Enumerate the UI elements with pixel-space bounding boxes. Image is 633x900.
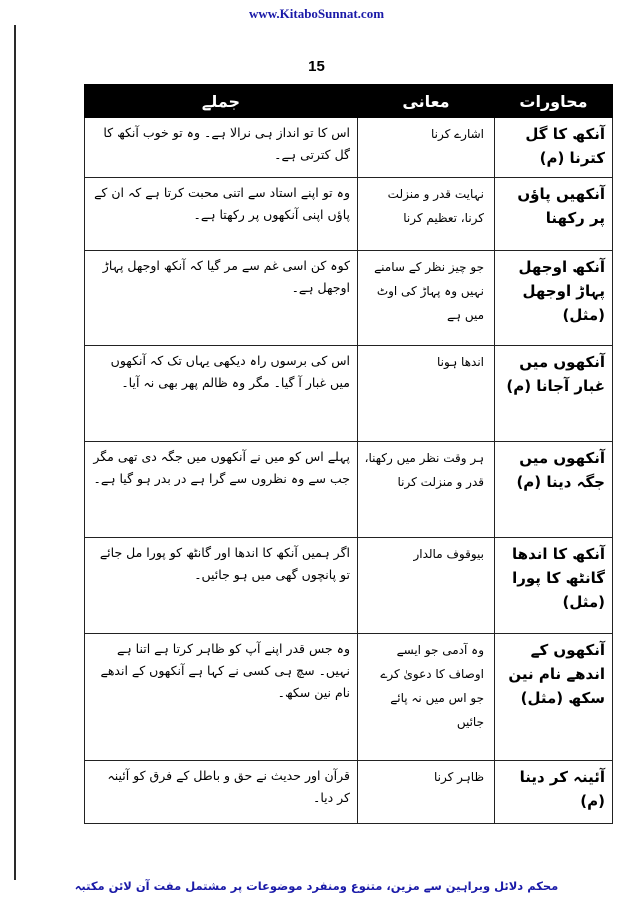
table-row [85,178,613,251]
page-number: 15 [308,58,325,75]
table-header-row [85,85,613,118]
sentence-cell: قرآن اور حدیث نے حق و باطل کے فرق کو آئینہ کر دیا۔ [85,761,358,824]
meaning-cell: بیوقوف مالدار [358,538,495,634]
table-row [85,346,613,442]
meaning-cell: ہر وقت نظر میں رکھنا، قدر و منزلت کرنا [358,442,495,538]
sentence-cell: وہ تو اپنے استاد سے اتنی محبت کرتا ہے کہ ان کے پاؤں اپنی آنکھوں پر رکھتا ہے۔ [85,178,358,251]
table-row [85,538,613,634]
site-url[interactable]: www.KitaboSunnat.com [248,6,385,21]
idiom-cell: آنکھوں کے اندھے نام نین سکھ (مثل) [495,634,613,761]
header-idioms: محاورات [495,85,613,118]
idiom-cell: آنکھ کا گل کترنا (م) [495,118,613,178]
meaning-cell: اندھا ہونا [358,346,495,442]
sentence-cell: اگر ہمیں آنکھ کا اندھا اور گانٹھ کو پورا مل جائے تو پانچوں گھی میں ہو جائیں۔ [85,538,358,634]
header-sentences: جملے [85,85,358,118]
sentence-cell: کوہ کن اسی غم سے مر گیا کہ آنکھ اوجھل پہاڑ اوجھل ہے۔ [85,251,358,346]
meaning-cell: ظاہر کرنا [358,761,495,824]
meaning-cell: وہ آدمی جو ایسے اوصاف کا دعویٰ کرے جو اس میں نہ پائے جائیں [358,634,495,761]
table-row [85,251,613,346]
header-meanings: معانی [358,85,495,118]
table-row [85,442,613,538]
sentence-cell: اس کا تو انداز ہی نرالا ہے۔ وہ تو خوب آنکھ کا گل کترتی ہے۔ [85,118,358,178]
idiom-cell: آنکھوں میں جگہ دینا (م) [495,442,613,538]
margin-line [14,25,16,880]
meaning-cell: نہایت قدر و منزلت کرنا، تعظیم کرنا [358,178,495,251]
idioms-table [84,84,613,824]
idiom-cell: آنکھوں میں غبار آجانا (م) [495,346,613,442]
idiom-cell: آنکھ کا اندھا گانٹھ کا پورا (مثل) [495,538,613,634]
sentence-cell: پہلے اس کو میں نے آنکھوں میں جگہ دی تھی مگر جب سے وہ نظروں سے گرا ہے در بدر ہو گیا ہے۔ [85,442,358,538]
table-row [85,118,613,178]
table-row [85,761,613,824]
idiom-cell: آنکھیں پاؤں پر رکھنا [495,178,613,251]
table-row [85,634,613,761]
sentence-cell: اس کی برسوں راہ دیکھی یہاں تک کہ آنکھوں میں غبار آ گیا۔ مگر وہ ظالم پھر بھی نہ آیا۔ [85,346,358,442]
meaning-cell: اشارے کرنا [358,118,495,178]
idiom-cell: آئینہ کر دینا (م) [495,761,613,824]
footer-tagline: محکم دلائل وبراہین سے مزین، متنوع ومنفرد موضوعات پر مشتمل مفت آن لائن مکتبہ [74,879,559,893]
idiom-cell: آنکھ اوجھل پہاڑ اوجھل (مثل) [495,251,613,346]
meaning-cell: جو چیز نظر کے سامنے نہیں وہ پہاڑ کی اوٹ میں ہے [358,251,495,346]
sentence-cell: وہ جس قدر اپنے آپ کو ظاہر کرتا ہے اتنا ہے نہیں۔ سچ ہی کسی نے کہا ہے آنکھوں کے اندھے نام نین سکھ۔ [85,634,358,761]
